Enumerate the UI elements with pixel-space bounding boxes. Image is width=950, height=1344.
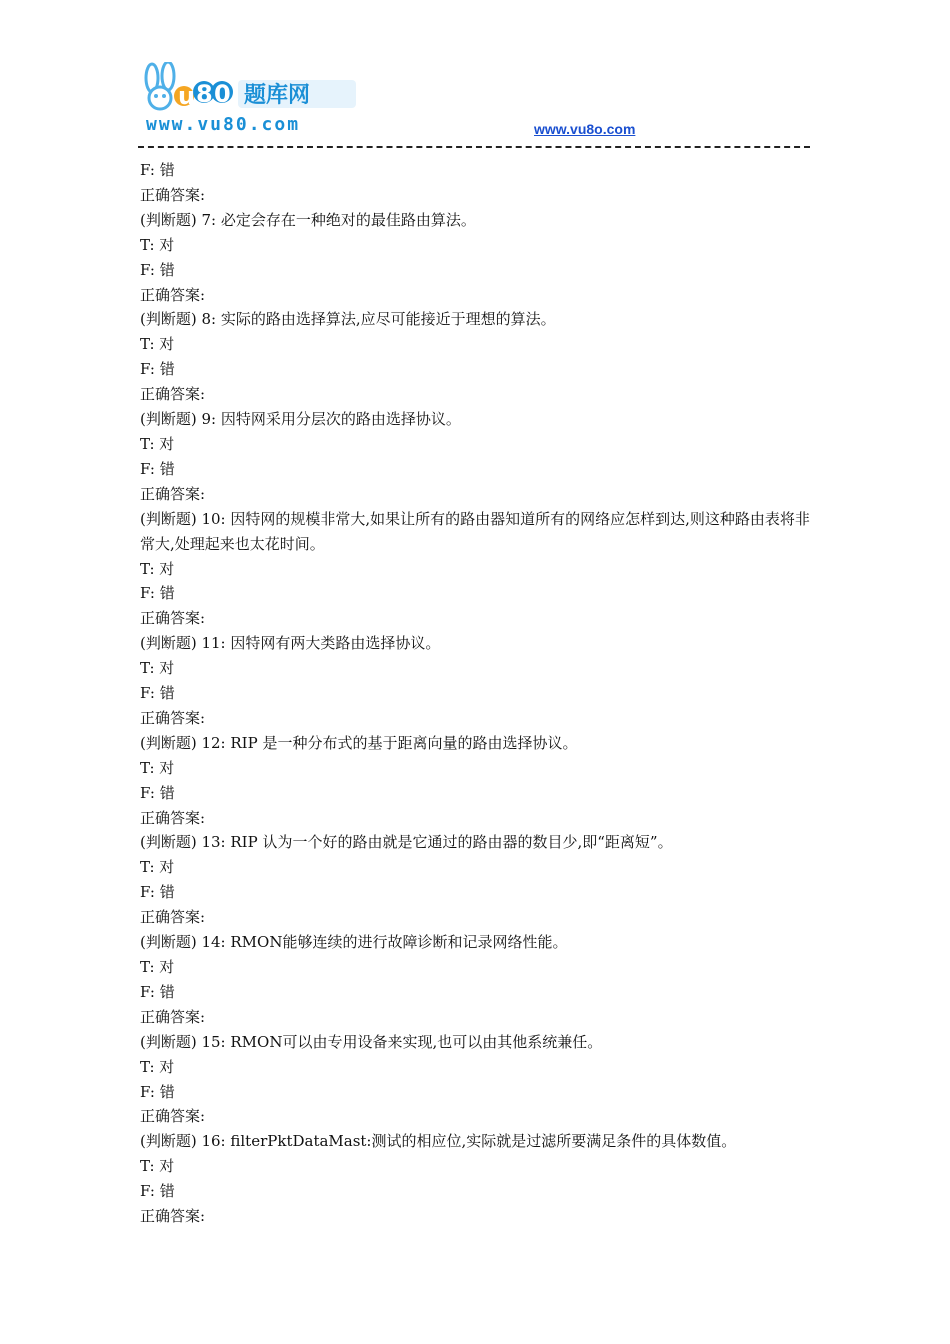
question-15: (判断题) 15: RMON可以由专用设备来实现,也可以由其他系统兼任。: [140, 1032, 603, 1051]
correct-answer-label: 正确答案:: [140, 1007, 206, 1026]
answer-option-t: T: 对: [140, 335, 175, 354]
answer-option-t: T: 对: [140, 1157, 175, 1176]
site-link[interactable]: www.vu8o.com: [534, 121, 636, 137]
svg-text:0: 0: [214, 80, 231, 108]
answer-option-f: F: 错: [140, 260, 175, 279]
answer-option-t: T: 对: [140, 1057, 175, 1076]
page-header: [138, 62, 810, 154]
question-9: (判断题) 9: 因特网采用分层次的路由选择协议。: [140, 410, 461, 429]
answer-option-t: T: 对: [140, 235, 175, 254]
answer-option-f: F: 错: [140, 883, 175, 902]
question-14: (判断题) 14: RMON能够连续的进行故障诊断和记录网络性能。: [140, 933, 568, 952]
answer-option-f: F: 错: [140, 360, 175, 379]
answer-option-f: F: 错: [140, 584, 175, 603]
answer-option-f: F: 错: [140, 982, 175, 1001]
question-7: (判断题) 7: 必定会存在一种绝对的最佳路由算法。: [140, 210, 476, 229]
question-12: (判断题) 12: RIP 是一种分布式的基于距离向量的路由选择协议。: [140, 733, 578, 752]
question-11: (判断题) 11: 因特网有两大类路由选择协议。: [140, 634, 441, 653]
question-8: (判断题) 8: 实际的路由选择算法,应尽可能接近于理想的算法。: [140, 310, 556, 329]
question-10: (判断题) 10: 因特网的规模非常大,如果让所有的路由器知道所有的网络应怎样到达,则这种路由表将非常大,处理起来也太花时间。: [140, 509, 810, 553]
answer-option-t: T: 对: [140, 559, 175, 578]
correct-answer-label: 正确答案:: [140, 185, 206, 204]
correct-answer-label: 正确答案:: [140, 708, 206, 727]
correct-answer-label: 正确答案:: [140, 609, 206, 628]
header-divider: [138, 146, 810, 148]
correct-answer-label: 正确答案:: [140, 285, 206, 304]
correct-answer-label: 正确答案:: [140, 385, 206, 404]
answer-option-f: F: 错: [140, 1082, 175, 1101]
svg-text:8: 8: [196, 80, 213, 108]
correct-answer-label: 正确答案:: [140, 808, 206, 827]
logo-url-text: www.vu80.com: [146, 114, 301, 135]
answer-option-f: F: 错: [140, 459, 175, 478]
correct-answer-label: 正确答案:: [140, 908, 206, 927]
answer-option-t: T: 对: [140, 659, 175, 678]
question-13: (判断题) 13: RIP 认为一个好的路由就是它通过的路由器的数目少,即“距离短”。: [140, 833, 673, 852]
correct-answer-label: 正确答案:: [140, 1207, 206, 1226]
question-16: (判断题) 16: filterPktDataMast:测试的相应位,实际就是过滤所要满足条件的具体数值。: [140, 1132, 737, 1151]
svg-text:u: u: [178, 82, 196, 110]
question-list: [140, 158, 812, 1229]
answer-option-f: F: 错: [140, 161, 175, 179]
answer-option-t: T: 对: [140, 434, 175, 453]
vu80-logo: [138, 62, 363, 136]
correct-answer-label: 正确答案:: [140, 1107, 206, 1126]
answer-option-t: T: 对: [140, 858, 175, 877]
answer-option-f: F: 错: [140, 783, 175, 802]
answer-option-f: F: 错: [140, 1182, 175, 1201]
answer-option-t: T: 对: [140, 958, 175, 976]
answer-option-f: F: 错: [140, 684, 175, 703]
answer-option-t: T: 对: [140, 758, 175, 777]
svg-text:题库网: 题库网: [244, 83, 311, 108]
correct-answer-label: 正确答案:: [140, 484, 206, 503]
